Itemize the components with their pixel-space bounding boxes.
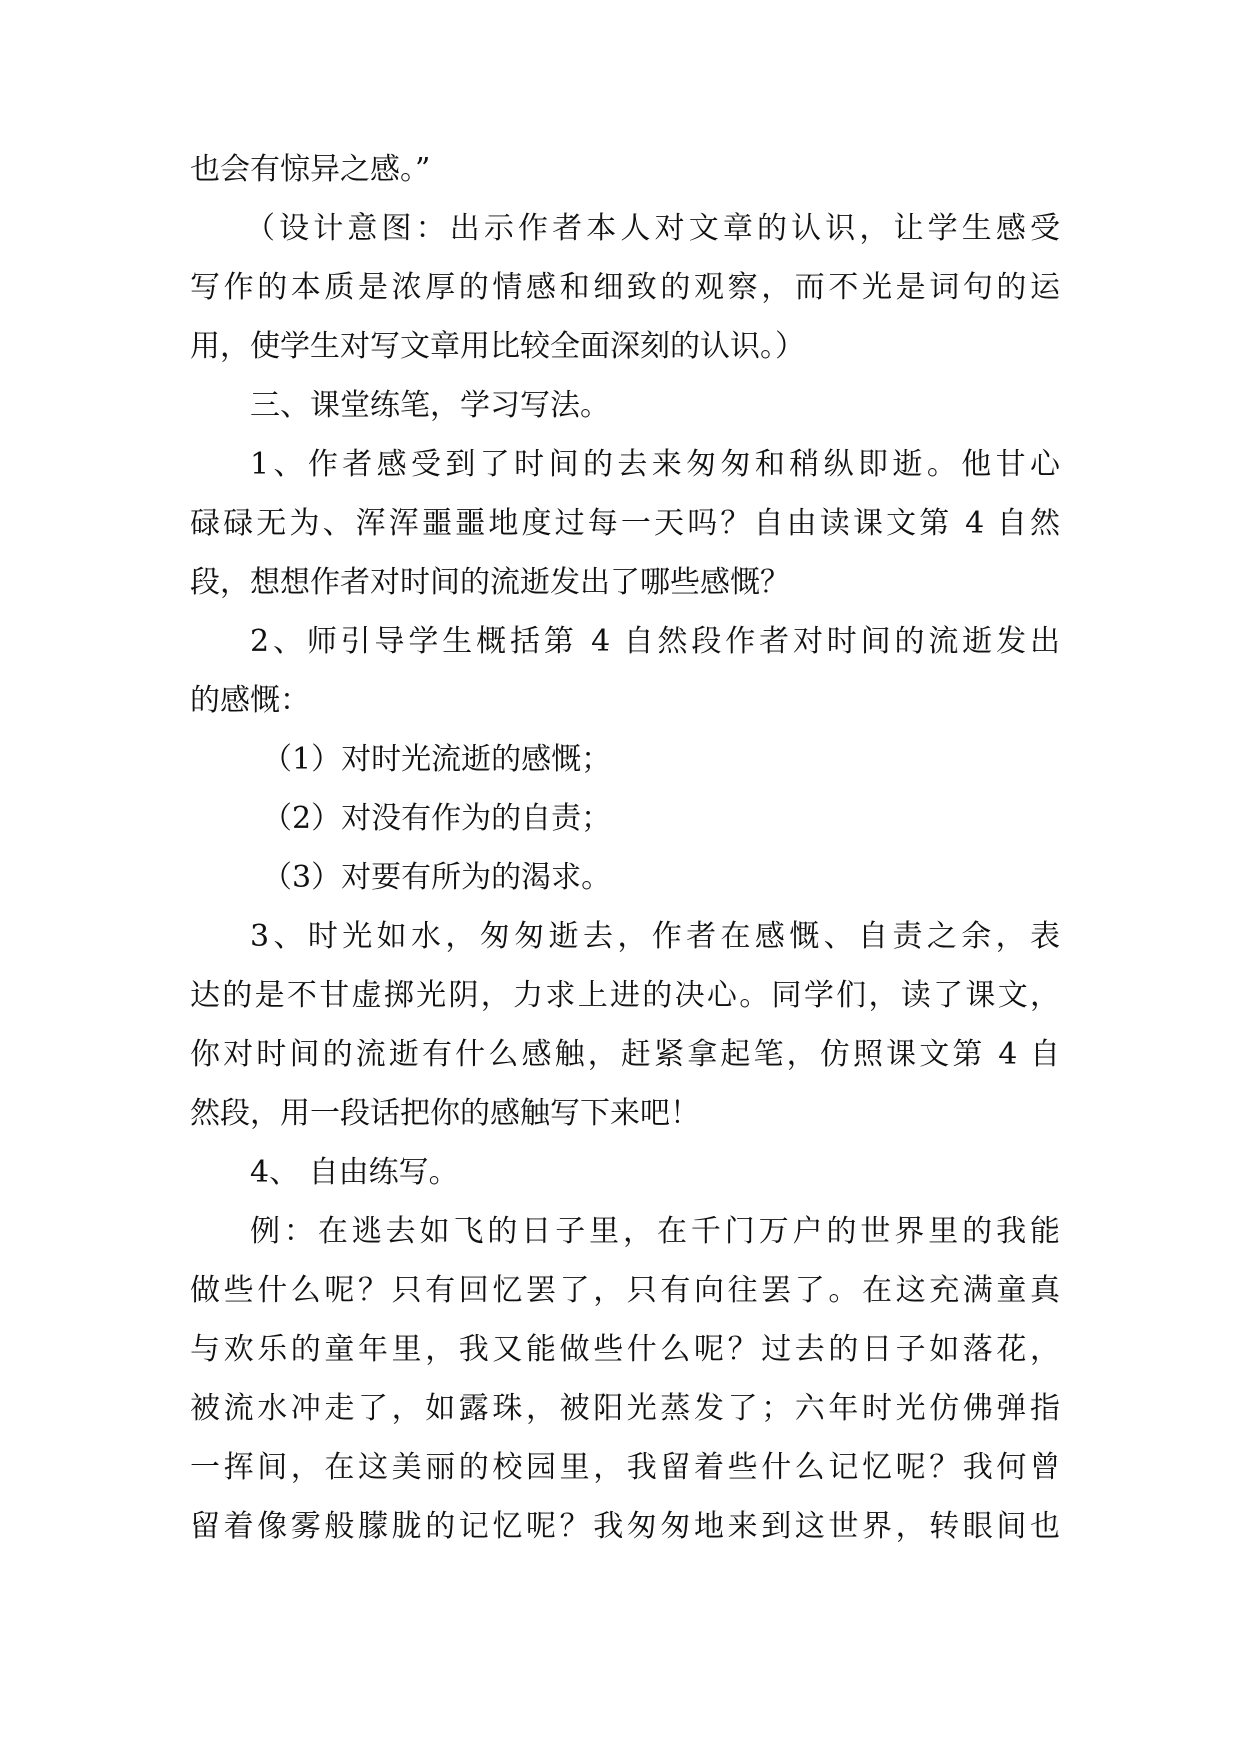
text-line: 与欢乐的童年里，我又能做些什么呢？过去的日子如落花， xyxy=(190,1332,1060,1367)
text-line: 碌碌无为、浑浑噩噩地度过每一天吗？自由读课文第 4 自然 xyxy=(190,506,1060,541)
list-item: （2）对没有作为的自责； xyxy=(262,801,612,836)
text-line: 4、 自由练写。 xyxy=(250,1155,459,1190)
text-line: 3、时光如水，匆匆逝去，作者在感慨、自责之余，表 xyxy=(250,919,1060,954)
text-line: 三、课堂练笔，学习写法。 xyxy=(250,388,610,423)
text-line: 例：在逃去如飞的日子里，在千门万户的世界里的我能 xyxy=(250,1214,1060,1249)
text-line: 写作的本质是浓厚的情感和细致的观察，而不光是词句的运 xyxy=(190,270,1060,305)
list-item: （1）对时光流逝的感慨； xyxy=(262,742,612,777)
text-line: 被流水冲走了，如露珠，被阳光蒸发了；六年时光仿佛弹指 xyxy=(190,1391,1060,1426)
text-line: 也会有惊异之感。” xyxy=(190,152,431,187)
text-line: 段，想想作者对时间的流逝发出了哪些感慨？ xyxy=(190,565,790,600)
text-line: 达的是不甘虚掷光阴，力求上进的决心。同学们，读了课文， xyxy=(190,978,1060,1013)
text-line: 2、师引导学生概括第 4 自然段作者对时间的流逝发出 xyxy=(250,624,1060,659)
text-line: 留着像雾般朦胧的记忆呢？我匆匆地来到这世界，转眼间也 xyxy=(190,1509,1060,1544)
text-line: 一挥间，在这美丽的校园里，我留着些什么记忆呢？我何曾 xyxy=(190,1450,1060,1485)
list-item: （3）对要有所为的渴求。 xyxy=(262,860,612,895)
text-line: 用，使学生对写文章用比较全面深刻的认识。） xyxy=(190,329,805,364)
text-line: 做些什么呢？只有回忆罢了，只有向往罢了。在这充满童真 xyxy=(190,1273,1060,1308)
text-line: 你对时间的流逝有什么感触，赶紧拿起笔，仿照课文第 4 自 xyxy=(190,1037,1060,1072)
text-line: 1、作者感受到了时间的去来匆匆和稍纵即逝。他甘心 xyxy=(250,447,1060,482)
text-line: （设计意图：出示作者本人对文章的认识，让学生感受 xyxy=(245,211,1060,246)
text-line: 的感慨： xyxy=(190,683,310,718)
text-line: 然段，用一段话把你的感触写下来吧！ xyxy=(190,1096,700,1131)
